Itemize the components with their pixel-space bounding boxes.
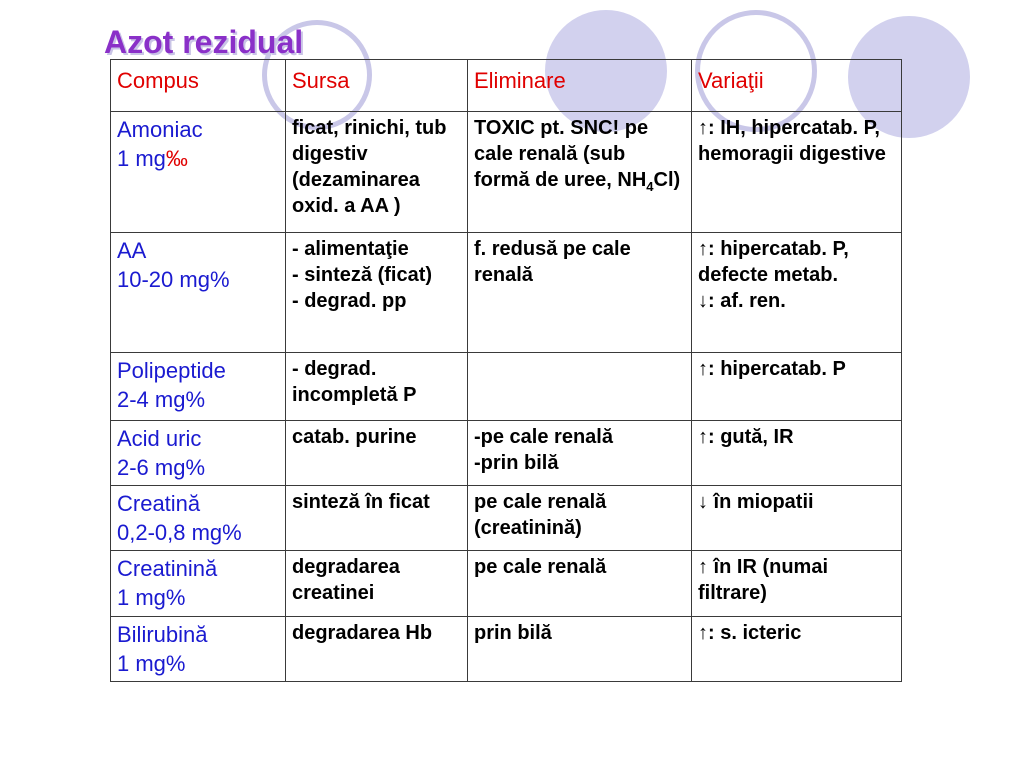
compound-value: 1 mg‰ <box>117 146 188 171</box>
elimination-cell: pe cale renală (creatinină) <box>468 486 692 551</box>
compound-value: 2-6 mg% <box>117 455 206 480</box>
source-cell: degradarea Hb <box>286 617 468 682</box>
elimination-cell: pe cale renală <box>468 551 692 617</box>
variation-cell: ↑: IH, hipercatab. P, hemoragii digestive <box>692 112 902 233</box>
table-row <box>111 421 902 486</box>
elimination-cell <box>468 353 692 421</box>
variation-cell: ↑: hipercatab. P, defecte metab. ↓: af. ren. <box>692 233 902 353</box>
compound-value: 10-20 mg% <box>117 267 230 292</box>
column-header-compus: Compus <box>111 60 286 112</box>
column-header-sursa: Sursa <box>286 60 468 112</box>
compound-cell <box>111 233 286 353</box>
variation-cell: ↑ în IR (numai filtrare) <box>692 551 902 617</box>
table-row <box>111 353 902 421</box>
compound-name: Amoniac <box>117 117 203 142</box>
source-cell: ficat, rinichi, tub digestiv (dezaminarea oxid. a AA ) <box>286 112 468 233</box>
source-cell: degradarea creatinei <box>286 551 468 617</box>
compound-name: Creatină <box>117 491 201 516</box>
variation-cell: ↑: hipercatab. P <box>692 353 902 421</box>
compound-name: Bilirubină <box>117 622 208 647</box>
compound-cell <box>111 421 286 486</box>
table-row <box>111 486 902 551</box>
compound-value: 0,2-0,8 mg% <box>117 520 242 545</box>
source-cell: - alimentaţie - sinteză (ficat) - degrad. pp <box>286 233 468 353</box>
compound-cell <box>111 617 286 682</box>
variation-cell: ↓ în miopatii <box>692 486 902 551</box>
nitrogen-compounds-table <box>110 59 902 682</box>
variation-cell: ↑: s. icteric <box>692 617 902 682</box>
table-row <box>111 617 902 682</box>
variation-cell: ↑: gută, IR <box>692 421 902 486</box>
compound-cell <box>111 551 286 617</box>
elimination-cell: TOXIC pt. SNC! pe cale renală (sub formă de uree, $NH_4Cl$) <box>468 112 692 233</box>
elimination-cell: -pe cale renală -prin bilă <box>468 421 692 486</box>
subscript-4: 4 <box>646 179 654 194</box>
compound-value: 1 mg% <box>117 651 186 676</box>
compound-name: Acid uric <box>117 426 202 451</box>
source-cell: catab. purine <box>286 421 468 486</box>
compound-value: 1 mg% <box>117 585 186 610</box>
column-header-variatii: Variaţii <box>692 60 902 112</box>
source-cell: sinteză în ficat <box>286 486 468 551</box>
elimination-cell: f. redusă pe cale renală <box>468 233 692 353</box>
source-cell: - degrad. incompletă P <box>286 353 468 421</box>
compound-value: 2-4 mg% <box>117 387 206 412</box>
table-row <box>111 233 902 353</box>
table-header-row <box>111 60 902 112</box>
compound-name: Polipeptide <box>117 358 226 383</box>
compound-cell <box>111 486 286 551</box>
compound-cell <box>111 112 286 233</box>
compound-name: AA <box>117 238 147 263</box>
table-row <box>111 112 902 233</box>
column-header-eliminare: Eliminare <box>468 60 692 112</box>
compound-name: Creatinină <box>117 556 218 581</box>
slide-title: Azot rezidual <box>104 24 304 60</box>
compound-cell <box>111 353 286 421</box>
permille-unit: ‰ <box>165 146 188 171</box>
table-row <box>111 551 902 617</box>
elimination-cell: prin bilă <box>468 617 692 682</box>
